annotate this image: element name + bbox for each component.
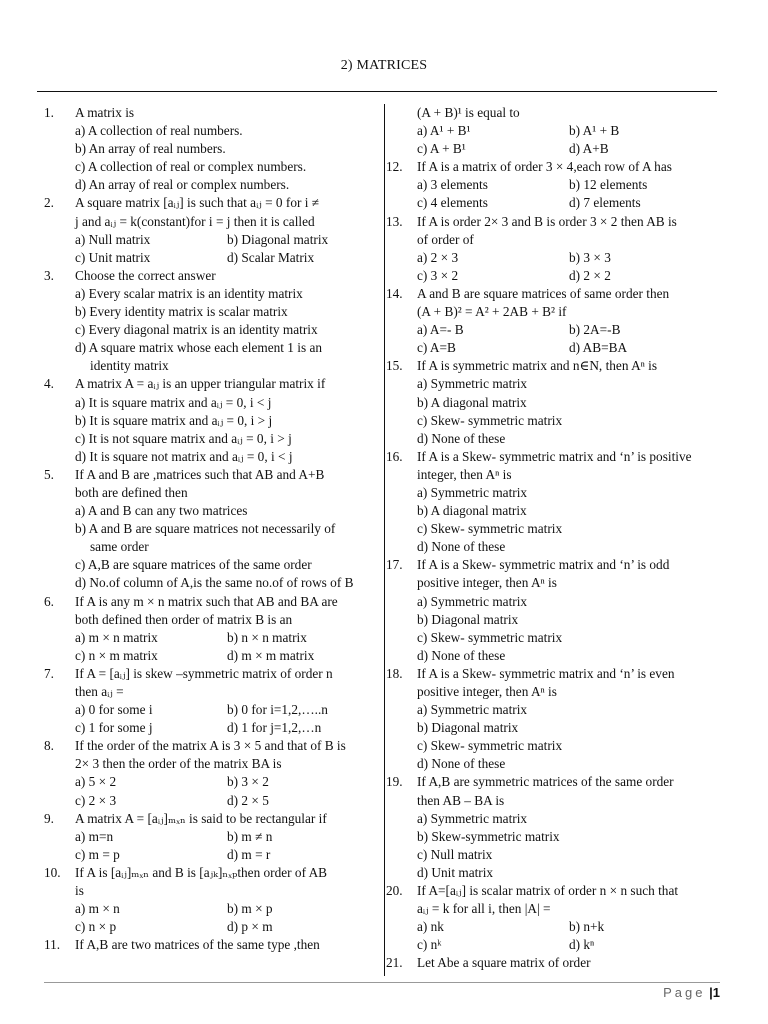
question-stem: [386, 357, 726, 375]
answer-option: a) A collection of real numbers.: [75, 123, 243, 139]
answer-option-row: [44, 249, 379, 267]
answer-option-row: [44, 900, 379, 918]
question-number: 17.: [386, 557, 403, 573]
question-text-continued: integer, then Aⁿ is: [417, 466, 512, 482]
question-stem: [44, 375, 379, 393]
question-text-continued: (A + B)² = A² + 2AB + B² if: [417, 304, 567, 320]
question-number: 1.: [44, 105, 54, 120]
answer-option: c) n × m matrix: [75, 647, 158, 663]
answer-option: a) Symmetric matrix: [417, 376, 528, 392]
answer-option: a) It is square matrix and aᵢⱼ = 0, i < j: [75, 394, 272, 410]
answer-option: c) n × p: [75, 919, 117, 935]
answer-option: d) Unit matrix: [417, 864, 494, 880]
answer-option: a) Symmetric matrix: [417, 593, 528, 609]
question-stem: [386, 665, 726, 683]
answer-option: b) An array of real numbers.: [75, 141, 226, 157]
answer-option: c) 2 × 3: [75, 792, 117, 808]
answer-option-row: [44, 647, 379, 665]
answer-option-row: [44, 773, 379, 791]
question-text: Let Abe a square matrix of order: [417, 955, 591, 971]
answer-option: b) A¹ + B: [569, 123, 620, 139]
question-stem: [44, 864, 379, 882]
answer-option: d) A square matrix whose each element 1 is an: [75, 340, 323, 356]
answer-option: b) Diagonal matrix: [227, 231, 329, 247]
answer-option: d) m = r: [227, 846, 271, 862]
answer-option: a) Symmetric matrix: [417, 702, 528, 718]
answer-option: b) 12 elements: [569, 177, 648, 193]
question-text-continued: is: [75, 883, 84, 899]
answer-option: c) 4 elements: [417, 195, 488, 211]
question-text: A and B are square matrices of same order then: [417, 285, 670, 301]
answer-option: c) Skew- symmetric matrix: [417, 412, 563, 428]
answer-option-row: [386, 339, 726, 357]
answer-option: a) A¹ + B¹: [417, 123, 471, 139]
question-text-continued: then aᵢⱼ =: [75, 684, 124, 699]
answer-option: d) 2 × 2: [569, 267, 611, 283]
answer-option: c) A=B: [417, 340, 456, 356]
question-number: 9.: [44, 810, 54, 826]
question-stem: [386, 556, 726, 574]
question-stem: [44, 665, 379, 683]
answer-option: c) 1 for some j: [75, 720, 153, 736]
question-item: [44, 593, 379, 665]
answer-option: c) A,B are square matrices of the same order: [75, 557, 312, 573]
question-item: [44, 936, 379, 954]
question-item: [386, 285, 726, 357]
question-stem: [386, 104, 726, 122]
answer-option: d) None of these: [417, 756, 506, 772]
answer-option: d) It is square not matrix and aᵢⱼ = 0, i < j: [75, 448, 293, 464]
answer-option-row: [44, 231, 379, 249]
answer-option: d) p × m: [227, 919, 273, 935]
answer-option-row: [44, 828, 379, 846]
question-text-continued: j and aᵢⱼ = k(constant)for i = j then it is called: [75, 213, 315, 229]
answer-option-row: [44, 719, 379, 737]
question-number: 11.: [44, 937, 61, 953]
question-item: [386, 104, 726, 158]
answer-option: b) Diagonal matrix: [417, 611, 519, 627]
answer-option-row: [386, 122, 726, 140]
question-number: 18.: [386, 665, 403, 681]
question-text: If A is a matrix of order 3 × 4,each row of A has: [417, 159, 672, 175]
question-text-continued: 2× 3 then the order of the matrix BA is: [75, 756, 282, 772]
answer-option: b) m ≠ n: [227, 828, 273, 844]
question-text-continued: then AB – BA is: [417, 792, 505, 808]
question-item: [386, 954, 726, 972]
question-number: 16.: [386, 448, 403, 464]
answer-option: c) Null matrix: [417, 846, 493, 862]
answer-option-row: [44, 918, 379, 936]
question-item: [386, 448, 726, 557]
question-item: [44, 375, 379, 465]
answer-option-row: [386, 249, 726, 267]
question-number: 5.: [44, 466, 54, 482]
answer-option: b) Diagonal matrix: [417, 720, 519, 736]
answer-option: d) 2 × 5: [227, 792, 269, 808]
question-text: A square matrix [aᵢⱼ] is such that aᵢⱼ = 0 for i ≠: [75, 195, 320, 211]
answer-option-row: [386, 321, 726, 339]
question-item: [44, 737, 379, 809]
question-text: A matrix is: [75, 105, 135, 120]
answer-option: d) No.of column of A,is the same no.of of rows of B: [75, 575, 354, 591]
answer-option: b) A diagonal matrix: [417, 503, 527, 519]
question-number: 12.: [386, 159, 403, 175]
answer-option: a) m × n: [75, 901, 120, 917]
question-text: A matrix A = [aᵢⱼ]ₘₓₙ is said to be rectangular if: [75, 810, 327, 826]
question-number: 2.: [44, 195, 54, 211]
question-text: If A = [aᵢⱼ] is skew –symmetric matrix of order n: [75, 665, 333, 681]
answer-option: d) kⁿ: [569, 937, 595, 953]
question-stem: [44, 194, 379, 212]
answer-option: c) Unit matrix: [75, 249, 151, 265]
answer-option-row: [386, 918, 726, 936]
answer-option: a) 3 elements: [417, 177, 488, 193]
question-item: [44, 864, 379, 936]
question-text-continued: aᵢⱼ = k for all i, then |A| =: [417, 901, 551, 917]
answer-option: b) 2A=-B: [569, 322, 621, 338]
question-item: [386, 882, 726, 954]
question-item: [44, 665, 379, 737]
question-number: 14.: [386, 285, 403, 301]
answer-option: d) None of these: [417, 647, 506, 663]
question-number: 8.: [44, 738, 54, 754]
question-stem: [44, 936, 379, 954]
answer-option: c) m = p: [75, 846, 120, 862]
answer-option: a) 2 × 3: [417, 249, 459, 265]
answer-option: d) Scalar Matrix: [227, 249, 315, 265]
question-item: [386, 665, 726, 774]
question-item: [44, 104, 379, 194]
right-column: [386, 104, 726, 973]
question-number: 3.: [44, 267, 54, 283]
answer-option: a) 0 for some i: [75, 702, 153, 718]
question-text-continued: of order of: [417, 231, 474, 247]
answer-option: b) 0 for i=1,2,…..n: [227, 702, 328, 718]
answer-option: a) A and B can any two matrices: [75, 503, 248, 519]
question-text: If A,B are two matrices of the same type ,then: [75, 937, 320, 953]
question-text: If A,B are symmetric matrices of the same order: [417, 774, 674, 790]
page-word: Page: [663, 985, 706, 1000]
question-text: If A=[aᵢⱼ] is scalar matrix of order n × n such that: [417, 883, 679, 899]
question-text: If A and B are ,matrices such that AB and A+B: [75, 466, 325, 482]
question-item: [386, 213, 726, 285]
answer-option: a) m=n: [75, 828, 114, 844]
answer-option-row: [44, 846, 379, 864]
question-text: If A is [aᵢⱼ]ₘₓₙ and B is [aⱼₖ]ₙₓₚthen order of AB: [75, 864, 328, 880]
answer-option: a) 5 × 2: [75, 774, 117, 790]
question-number: 10.: [44, 864, 61, 880]
question-item: [386, 158, 726, 212]
question-number: 7.: [44, 665, 54, 681]
answer-option: a) nk: [417, 919, 444, 935]
question-item: [386, 556, 726, 665]
question-text: If A is a Skew- symmetric matrix and ‘n’ is odd: [417, 557, 670, 573]
question-stem: [386, 285, 726, 303]
answer-option: b) 3 × 2: [227, 774, 269, 790]
question-number: [386, 104, 417, 122]
question-text: If the order of the matrix A is 3 × 5 and that of B is: [75, 738, 346, 754]
question-number: 13.: [386, 213, 403, 229]
question-number: 6.: [44, 593, 54, 609]
answer-option: c) It is not square matrix and aᵢⱼ = 0, i > j: [75, 430, 292, 446]
question-text: (A + B)¹ is equal to: [417, 105, 520, 120]
answer-option: b) Skew-symmetric matrix: [417, 828, 560, 844]
question-number: 15.: [386, 358, 403, 374]
answer-option-continued: identity matrix: [90, 358, 169, 374]
answer-option: b) A and B are square matrices not necessarily of: [75, 521, 336, 537]
question-text-continued: both are defined then: [75, 484, 188, 500]
page-separator: |: [709, 985, 713, 1000]
answer-option: b) Every identity matrix is scalar matrix: [75, 304, 288, 320]
question-item: [386, 773, 726, 882]
question-text-continued: positive integer, then Aⁿ is: [417, 575, 557, 591]
answer-option: d) None of these: [417, 430, 506, 446]
answer-option-row: [44, 701, 379, 719]
answer-option: a) Symmetric matrix: [417, 810, 528, 826]
question-item: [44, 267, 379, 376]
answer-option: c) Skew- symmetric matrix: [417, 738, 563, 754]
left-column: [44, 104, 379, 954]
question-stem: [44, 810, 379, 828]
page-footer: [663, 985, 720, 1000]
answer-option: a) m × n matrix: [75, 629, 158, 645]
answer-option: b) 3 × 3: [569, 249, 611, 265]
question-stem: [44, 267, 379, 285]
answer-option: a) Every scalar matrix is an identity matrix: [75, 285, 303, 301]
question-item: [44, 194, 379, 266]
title-underline: [37, 91, 717, 92]
question-item: [44, 466, 379, 593]
question-stem: [44, 104, 379, 122]
answer-option: d) An array of real or complex numbers.: [75, 177, 290, 193]
answer-option: c) A collection of real or complex numbers.: [75, 159, 307, 175]
question-item: [44, 810, 379, 864]
question-text-continued: both defined then order of matrix B is an: [75, 611, 293, 627]
answer-option: d) m × m matrix: [227, 647, 315, 663]
question-text: If A is a Skew- symmetric matrix and ‘n’ is positive: [417, 448, 692, 464]
question-item: [386, 357, 726, 447]
question-stem: [386, 448, 726, 466]
answer-option: d) A+B: [569, 141, 609, 157]
answer-option: b) A diagonal matrix: [417, 394, 527, 410]
question-number: 19.: [386, 774, 403, 790]
footer-rule: [44, 982, 720, 983]
question-stem: [44, 466, 379, 484]
question-number: 21.: [386, 955, 403, 971]
question-stem: [386, 158, 726, 176]
question-number: 4.: [44, 376, 54, 392]
question-text: Choose the correct answer: [75, 267, 216, 283]
answer-option: d) 1 for j=1,2,…n: [227, 720, 322, 736]
answer-option: c) A + B¹: [417, 141, 466, 157]
answer-option: b) It is square matrix and aᵢⱼ = 0, i > j: [75, 412, 273, 428]
answer-option-row: [386, 140, 726, 158]
answer-option: c) Skew- symmetric matrix: [417, 521, 563, 537]
answer-option: c) Skew- symmetric matrix: [417, 629, 563, 645]
page-title: 2) MATRICES: [340, 58, 428, 73]
answer-option: b) n × n matrix: [227, 629, 307, 645]
question-text-continued: positive integer, then Aⁿ is: [417, 684, 557, 699]
column-divider: [384, 104, 385, 976]
question-stem: [386, 882, 726, 900]
question-stem: [386, 954, 726, 972]
question-text: If A is order 2× 3 and B is order 3 × 2 then AB is: [417, 213, 677, 229]
answer-option: d) None of these: [417, 539, 506, 555]
answer-option: d) AB=BA: [569, 340, 628, 356]
answer-option: c) nᵏ: [417, 937, 442, 953]
answer-option-row: [44, 792, 379, 810]
answer-option: c) Every diagonal matrix is an identity matrix: [75, 322, 318, 338]
answer-option-row: [386, 267, 726, 285]
answer-option: a) Symmetric matrix: [417, 484, 528, 500]
answer-option-row: [386, 176, 726, 194]
question-text: A matrix A = aᵢⱼ is an upper triangular matrix if: [75, 376, 326, 392]
answer-option-row: [44, 629, 379, 647]
answer-option: d) 7 elements: [569, 195, 641, 211]
question-text: If A is a Skew- symmetric matrix and ‘n’ is even: [417, 665, 675, 681]
answer-option: a) A=- B: [417, 322, 464, 338]
question-text: If A is symmetric matrix and n∈N, then Aⁿ is: [417, 358, 658, 374]
answer-option: c) 3 × 2: [417, 267, 459, 283]
answer-option-row: [386, 936, 726, 954]
answer-option-continued: same order: [90, 539, 149, 555]
question-stem: [386, 773, 726, 791]
question-stem: [386, 213, 726, 231]
answer-option: b) m × p: [227, 901, 273, 917]
question-text: If A is any m × n matrix such that AB and BA are: [75, 593, 338, 609]
page-number: 1: [712, 985, 720, 1000]
question-number: 20.: [386, 883, 403, 899]
answer-option: b) n+k: [569, 919, 605, 935]
question-stem: [44, 737, 379, 755]
answer-option: a) Null matrix: [75, 231, 151, 247]
question-stem: [44, 593, 379, 611]
answer-option-row: [386, 194, 726, 212]
